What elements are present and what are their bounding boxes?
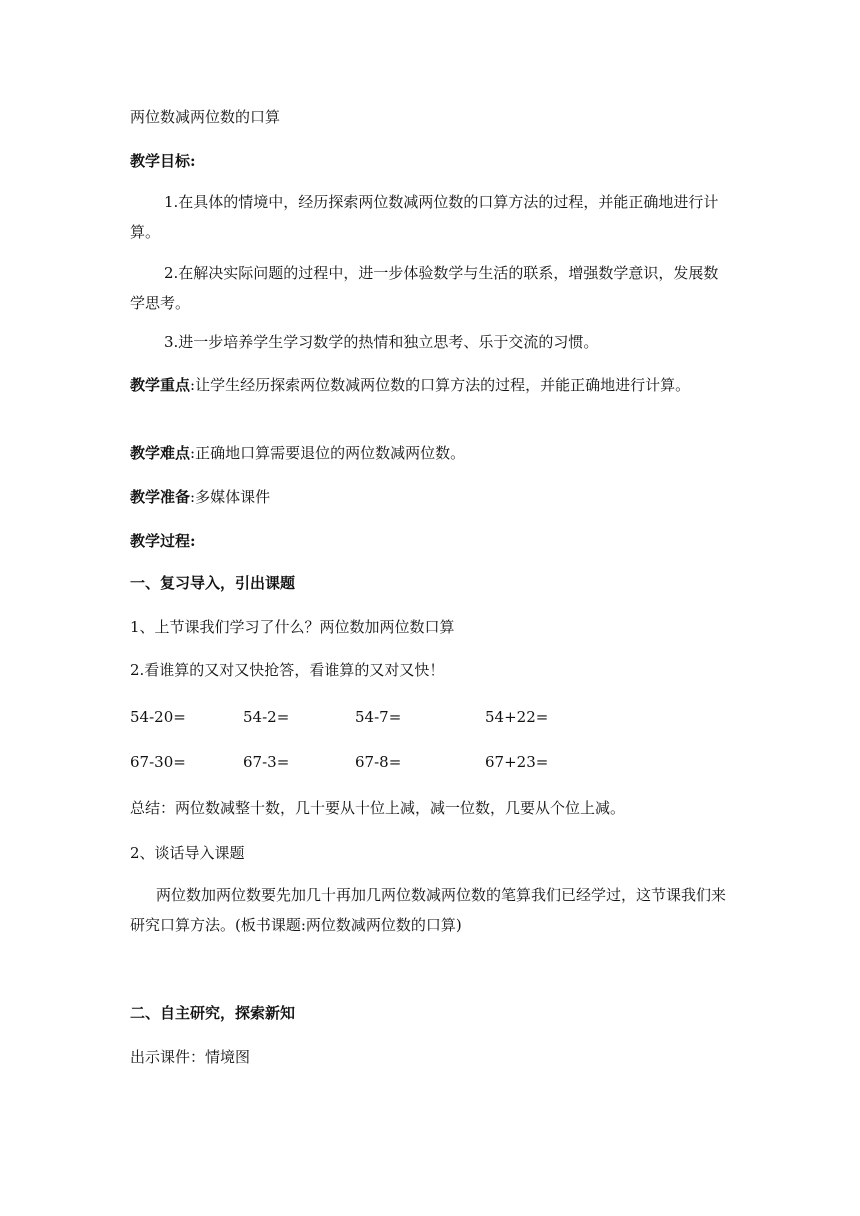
intro-paragraph: 两位数加两位数要先加几十再加几两位数减两位数的笔算我们已经学过，这节课我们来研究口算方法。(板书课题:两位数减两位数的口算) <box>130 886 727 934</box>
key-point-text: :让学生经历探索两位数减两位数的口算方法的过程，并能正确地进行计算。 <box>190 376 691 394</box>
exercise-item: 54-2= <box>243 708 290 726</box>
key-point-label: 教学重点 <box>130 376 191 394</box>
key-point-paragraph <box>130 370 730 400</box>
goal-item-1: 1.在具体的情境中，经历探索两位数减两位数的口算方法的过程，并能正确地进行计算。 <box>130 193 719 241</box>
exercise-row <box>130 747 730 777</box>
prep-label: 教学准备 <box>130 488 191 506</box>
process-heading: 教学过程: <box>130 532 196 550</box>
goal-item-2: 2.在解决实际问题的过程中，进一步体验数学与生活的联系，增强数学意识，发展数学思考。 <box>130 264 719 312</box>
prep-text: :多媒体课件 <box>190 488 271 506</box>
goals-heading: 教学目标: <box>130 152 196 170</box>
exercise-item: 67-8= <box>355 753 402 771</box>
exercise-item: 54-20= <box>130 708 186 726</box>
exercise-item: 67+23= <box>485 753 549 771</box>
exercise-row <box>130 702 730 732</box>
exercise-item: 67-30= <box>130 753 186 771</box>
review-item-2: 2.看谁算的又对又快抢答，看谁算的又对又快！ <box>130 661 445 679</box>
exercise-item: 54+22= <box>485 708 549 726</box>
section-2-heading: 二、自主研究，探索新知 <box>130 1004 296 1022</box>
goal-item-3: 3.进一步培养学生学习数学的热情和独立思考、乐于交流的习惯。 <box>164 333 599 351</box>
summary-paragraph: 总结：两位数减整十数，几十要从十位上减，减一位数，几要从个位上减。 <box>130 799 626 817</box>
document-title: 两位数减两位数的口算 <box>130 108 281 126</box>
review-item-3: 2、谈话导入课题 <box>130 844 245 862</box>
review-item-1: 1、上节课我们学习了什么？两位数加两位数口算 <box>130 618 455 636</box>
difficulty-paragraph <box>130 438 730 468</box>
difficulty-label: 教学难点 <box>130 444 191 462</box>
difficulty-text: :正确地口算需要退位的两位数减两位数。 <box>190 444 466 462</box>
section-1-heading: 一、复习导入，引出课题 <box>130 574 296 592</box>
exercise-item: 54-7= <box>355 708 402 726</box>
show-courseware-line: 出示课件：情境图 <box>130 1048 251 1066</box>
prep-paragraph <box>130 482 730 512</box>
exercise-item: 67-3= <box>243 753 290 771</box>
